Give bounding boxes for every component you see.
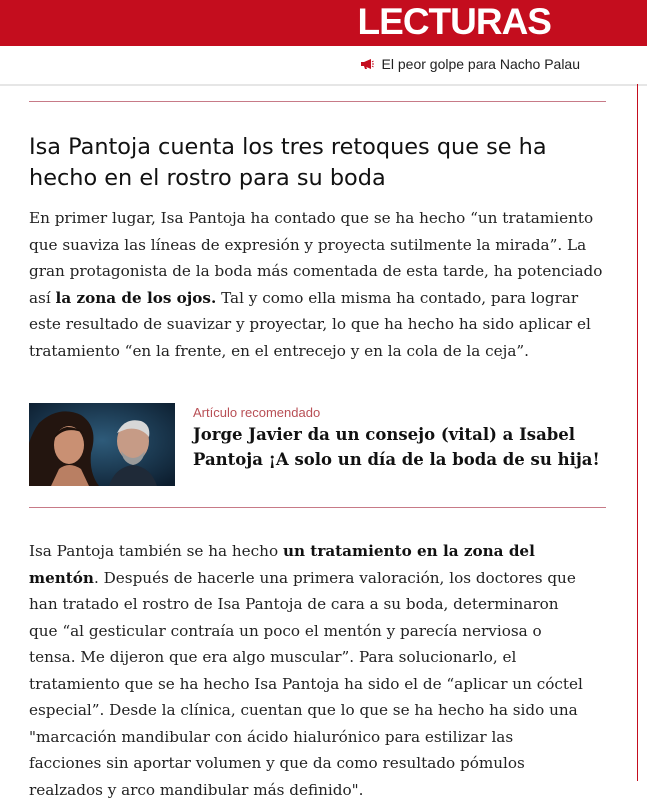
lecturas-logo[interactable]: LECTURAS [357,1,551,42]
highlighted-text: la zona de los ojos. [55,288,217,307]
article-subheading: Isa Pantoja cuenta los tres retoques que se ha hecho en el rostro para su boda [29,134,547,191]
recommended-article-link[interactable]: Jorge Javier da un consejo (vital) a Isabel Pantoja ¡A solo un día de la boda de su hija! [193,425,600,469]
article-paragraph-2 [29,538,589,803]
article-paragraph-1 [29,205,607,364]
highlighted-text: un tratamiento en la zona del mentón [29,542,535,587]
megaphone-icon [360,58,374,70]
paragraph-text: Tal y como ella misma ha contado, para lograr este resultado de suavizar y proyectar, lo que ha hecho ha sido aplicar el tratamiento “en la frente, en el entrecejo y en la cola de la ceja”. [29,288,591,360]
paragraph-text: Isa Pantoja también se ha hecho [29,542,283,560]
paragraph-text: . Después de hacerle una primera valoración, los doctores que han tratado el rostro de Isa Pantoja de cara a su boda, determinaron que “al gesticular contraía un poco el mentón y parecía nerviosa o tensa. Me dijeron que era algo muscular”. Para solucionarlo, el tratamiento que se ha hecho Isa Pantoja ha sido el de “aplicar un cóctel especial”. Desde la clínica, cuentan que lo que se ha hecho ha sido una "marcación mandibular con ácido hialurónico para estilizar las facciones sin aportar volumen y que da como resultado pómulos realzados y arco mandibular más definido". [29,568,583,799]
paragraph-text: En primer lugar, Isa Pantoja ha contado que se ha hecho “un tratamiento que suaviza las líneas de expresión y proyecta sutilmente la mirada”. La gran protagonista de la boda más comentada de esta tarde, ha potenciado así [29,209,603,307]
header-divider [0,84,647,86]
header-bar [0,0,647,46]
section-divider-bottom [29,507,606,508]
recommended-article-thumbnail[interactable] [29,403,175,486]
content-border [637,84,638,781]
section-divider-top [29,101,606,102]
ticker-headline-link[interactable]: El peor golpe para Nacho Palau [381,56,580,72]
news-ticker[interactable] [360,56,580,72]
recommended-article-label: Artículo recomendado [193,405,321,420]
